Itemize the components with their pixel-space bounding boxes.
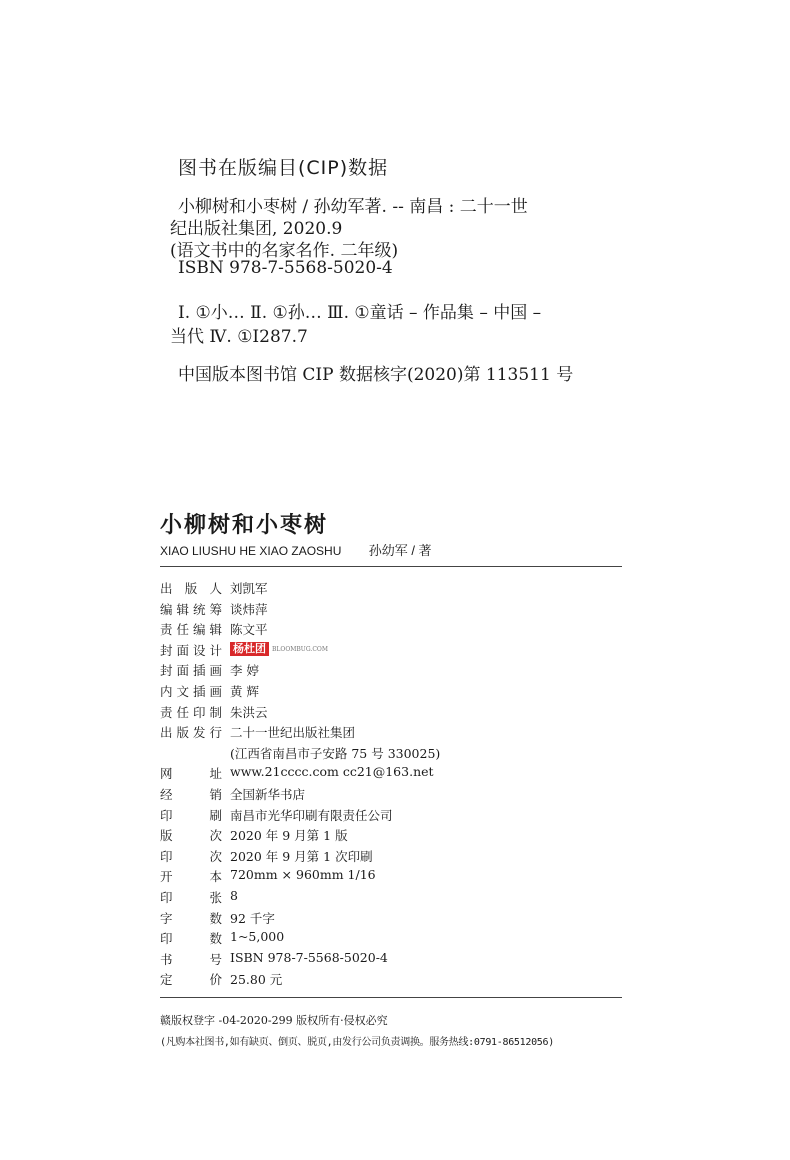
info-label — [160, 950, 222, 968]
info-label-char: 任 — [176, 704, 189, 720]
info-label-char: 印 — [160, 848, 173, 864]
info-label — [160, 579, 222, 597]
info-label — [160, 600, 222, 618]
info-label-char: 本 — [209, 869, 222, 885]
copyright-line: 赣版权登字 -04-2020-299 版权所有·侵权必究 — [160, 1014, 388, 1027]
info-label-char: 出 — [160, 725, 173, 741]
info-value: 2020 年 9 月第 1 版 — [230, 828, 348, 844]
info-label-char: 书 — [160, 951, 173, 967]
info-label-char: 任 — [176, 622, 189, 638]
info-label-char: 插 — [192, 683, 206, 699]
info-label-char: 筹 — [209, 601, 222, 617]
info-row — [160, 785, 622, 806]
info-label-char: 统 — [192, 601, 206, 617]
info-label-char: 插 — [192, 663, 206, 679]
info-label-char: 内 — [160, 683, 173, 699]
info-label — [160, 806, 222, 824]
info-label-char: 网 — [160, 766, 173, 782]
info-label-char: 责 — [160, 622, 173, 638]
info-label-char: 辑 — [209, 622, 222, 638]
info-value: 二十一世纪出版社集团 — [230, 725, 356, 741]
info-label-char: 编 — [192, 622, 206, 638]
book-author: 孙幼军 / 著 — [368, 543, 432, 558]
info-label-char: 计 — [209, 642, 222, 658]
info-label-char: 号 — [209, 951, 222, 967]
info-label-char: 出 — [160, 581, 173, 596]
info-row — [160, 703, 622, 724]
info-label-char: 画 — [209, 683, 222, 699]
info-label — [160, 703, 222, 721]
info-label — [160, 682, 222, 700]
info-label-char: 价 — [209, 972, 222, 988]
info-label-char: 销 — [209, 786, 222, 802]
info-row — [160, 806, 622, 827]
cip-line-2: 纪出版社集团, 2020.9 — [170, 219, 343, 239]
cip-line-4: ISBN 978-7-5568-5020-4 — [178, 258, 393, 278]
info-label — [160, 620, 222, 638]
info-value: 720mm × 960mm 1/16 — [230, 867, 376, 883]
info-label-char: 面 — [176, 642, 189, 658]
info-row — [160, 970, 622, 991]
info-label — [160, 970, 222, 988]
cip-line-7: 中国版本图书馆 CIP 数据核字(2020)第 113511 号 — [178, 365, 574, 385]
info-label-char: 张 — [209, 889, 222, 905]
info-value: 南昌市光华印刷有限责任公司 — [230, 807, 393, 823]
info-label-char: 责 — [160, 704, 173, 720]
top-divider — [160, 566, 622, 567]
info-label-char: 画 — [209, 663, 222, 679]
info-row — [160, 929, 622, 950]
info-label — [160, 661, 222, 679]
cip-line-3: (语文书中的名家名作. 二年级) — [170, 241, 399, 261]
info-value: ISBN 978-7-5568-5020-4 — [230, 949, 388, 965]
info-row — [160, 682, 622, 703]
info-label-char: 编 — [160, 601, 173, 617]
info-row — [160, 888, 622, 909]
info-label-char: 版 — [184, 581, 198, 596]
info-value: 1~5,000 — [230, 929, 285, 945]
info-value: (江西省南昌市子安路 75 号 330025) — [230, 745, 441, 761]
info-label-char: 文 — [176, 683, 189, 699]
info-label — [160, 723, 222, 741]
info-row — [160, 867, 622, 888]
info-value: 2020 年 9 月第 1 次印刷 — [230, 848, 373, 864]
book-title: 小柳树和小枣树 — [160, 512, 329, 538]
info-row — [160, 847, 622, 868]
info-label — [160, 888, 222, 906]
info-label-char: 印 — [192, 704, 206, 720]
info-value: 8 — [230, 887, 238, 903]
info-row — [160, 744, 622, 765]
info-label-char: 封 — [160, 663, 173, 679]
info-label-char: 行 — [209, 725, 222, 741]
info-row — [160, 661, 622, 682]
info-row — [160, 826, 622, 847]
info-label — [160, 641, 222, 659]
info-value: 刘凯军 — [230, 581, 268, 596]
info-label-char: 辑 — [176, 601, 189, 617]
info-row — [160, 723, 622, 744]
info-label-char: 制 — [209, 704, 222, 720]
bottom-divider — [160, 997, 622, 998]
info-label — [160, 867, 222, 885]
info-value: 黄 辉 — [230, 683, 259, 699]
info-value: www.21cccc.com cc21@163.net — [230, 764, 434, 780]
info-value: 25.80 元 — [230, 972, 283, 988]
info-label-char: 字 — [160, 910, 173, 926]
cip-line-1: 小柳树和小枣树 / 孙幼军著. -- 南昌 : 二十一世 — [178, 197, 528, 217]
info-value: 陈文平 — [230, 622, 268, 638]
info-row — [160, 600, 622, 621]
info-row — [160, 950, 622, 971]
book-pinyin: XIAO LIUSHU HE XIAO ZAOSHU — [160, 544, 342, 558]
info-row — [160, 620, 622, 641]
book-subtitle-row — [160, 540, 432, 559]
info-label — [160, 764, 222, 782]
publication-info — [160, 579, 622, 991]
info-row — [160, 909, 622, 930]
info-label — [160, 785, 222, 803]
info-row — [160, 641, 622, 662]
info-label-char: 印 — [160, 931, 173, 947]
info-label-char: 发 — [192, 725, 206, 741]
designer-logo: 杨杜团 — [230, 642, 269, 656]
info-label-char: 印 — [160, 807, 173, 823]
designer-logo-url: BLOOMBUG.COM — [272, 645, 328, 653]
info-label-char: 次 — [209, 828, 222, 844]
service-note: (凡购本社图书,如有缺页、倒页、脱页,由发行公司负责调换。服务热线:0791-86512056) — [160, 1037, 554, 1048]
info-label-char: 版 — [160, 828, 173, 844]
info-value — [230, 641, 328, 657]
cip-title: 图书在版编目(CIP)数据 — [178, 157, 389, 179]
info-label-char: 刷 — [209, 807, 222, 823]
info-value: 谈炜萍 — [230, 601, 268, 617]
info-value: 92 千字 — [230, 910, 275, 926]
info-row — [160, 579, 622, 600]
info-label-char: 设 — [192, 642, 206, 658]
info-label-char: 开 — [160, 869, 173, 885]
info-label-char: 人 — [209, 581, 222, 596]
info-label — [160, 847, 222, 865]
info-label-char: 印 — [160, 889, 173, 905]
info-label-char: 数 — [209, 931, 222, 947]
info-label-char: 封 — [160, 642, 173, 658]
info-value: 李 婷 — [230, 663, 259, 679]
cip-line-6: 当代 Ⅳ. ①I287.7 — [170, 327, 308, 347]
info-label — [160, 929, 222, 947]
cip-line-5: Ⅰ. ①小… Ⅱ. ①孙… Ⅲ. ①童话 – 作品集 – 中国 – — [178, 303, 542, 323]
info-label-char: 面 — [176, 663, 189, 679]
info-label-char: 次 — [209, 848, 222, 864]
info-label-char: 数 — [209, 910, 222, 926]
info-label — [160, 909, 222, 927]
info-label-char: 版 — [176, 725, 189, 741]
info-label-char: 经 — [160, 786, 173, 802]
info-row — [160, 764, 622, 785]
info-value: 朱洪云 — [230, 704, 268, 720]
info-label — [160, 826, 222, 844]
info-label-char: 定 — [160, 972, 173, 988]
info-label-char: 址 — [209, 766, 222, 782]
info-value: 全国新华书店 — [230, 786, 306, 802]
